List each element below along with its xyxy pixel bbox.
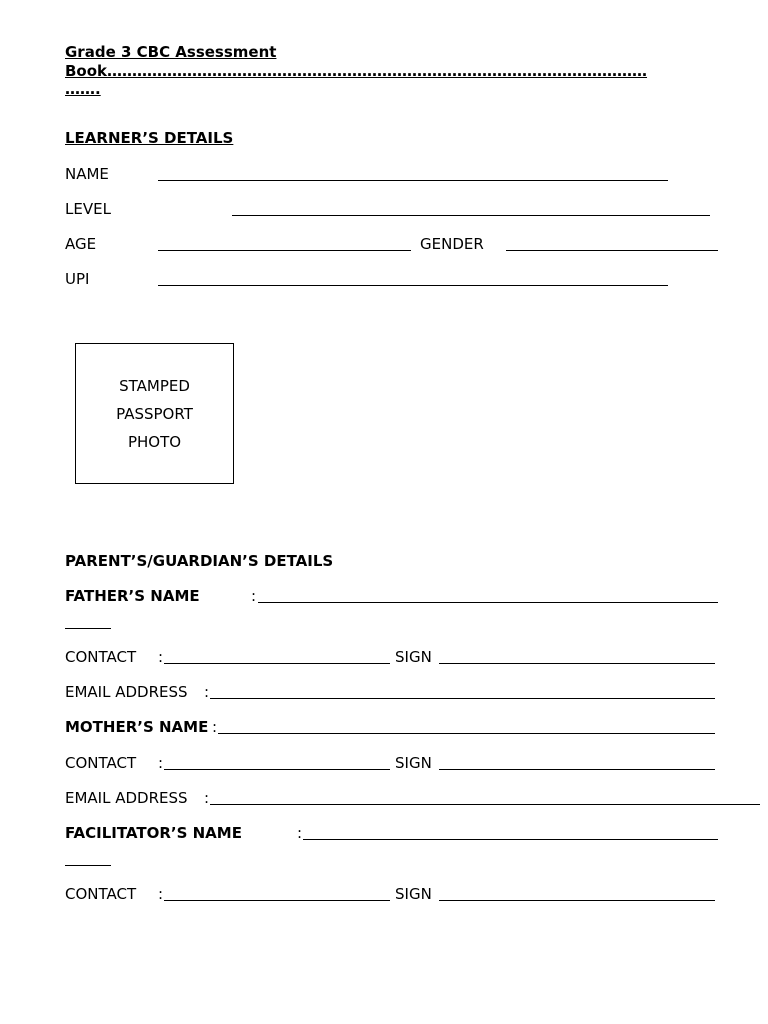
father-contact-colon: : — [158, 648, 164, 666]
facilitator-name-field-continued[interactable] — [65, 865, 111, 866]
document-title-continued: Book……………………………………………………………………………………………… — [65, 62, 648, 80]
mother-name-colon: : — [212, 718, 218, 736]
father-email-field[interactable] — [210, 698, 715, 699]
mother-email-colon: : — [204, 789, 210, 807]
facilitator-contact-colon: : — [158, 885, 164, 903]
age-field[interactable] — [158, 250, 411, 251]
father-contact-label: CONTACT — [65, 648, 137, 666]
facilitator-sign-label: SIGN — [395, 885, 432, 903]
mother-sign-label: SIGN — [395, 754, 432, 772]
age-label: AGE — [65, 235, 97, 253]
name-label: NAME — [65, 165, 109, 183]
mother-contact-colon: : — [158, 754, 164, 772]
learner-details-heading: LEARNER’S DETAILS — [65, 129, 234, 147]
gender-field[interactable] — [506, 250, 718, 251]
mother-email-field[interactable] — [210, 804, 760, 805]
facilitator-name-field[interactable] — [303, 839, 718, 840]
facilitator-sign-field[interactable] — [439, 900, 715, 901]
facilitator-contact-field[interactable] — [164, 900, 390, 901]
father-name-field-continued[interactable] — [65, 628, 111, 629]
facilitator-name-colon: : — [297, 824, 303, 842]
mother-contact-label: CONTACT — [65, 754, 137, 772]
upi-label: UPI — [65, 270, 90, 288]
father-name-label: FATHER’S NAME — [65, 587, 200, 605]
mother-sign-field[interactable] — [439, 769, 715, 770]
father-sign-label: SIGN — [395, 648, 432, 666]
father-name-field[interactable] — [258, 602, 718, 603]
facilitator-contact-label: CONTACT — [65, 885, 137, 903]
name-field[interactable] — [158, 180, 668, 181]
photo-label-photo: PHOTO — [127, 432, 182, 451]
document-title: Grade 3 CBC Assessment — [65, 43, 277, 61]
gender-label: GENDER — [420, 235, 484, 253]
mother-contact-field[interactable] — [164, 769, 390, 770]
upi-field[interactable] — [158, 285, 668, 286]
mother-name-field[interactable] — [218, 733, 715, 734]
level-field[interactable] — [232, 215, 710, 216]
photo-label-passport: PASSPORT — [116, 404, 193, 423]
mother-email-label: EMAIL ADDRESS — [65, 789, 188, 807]
father-email-colon: : — [204, 683, 210, 701]
facilitator-name-label: FACILITATOR’S NAME — [65, 824, 242, 842]
father-name-colon: : — [251, 587, 257, 605]
level-label: LEVEL — [65, 200, 111, 218]
photo-label-stamped: STAMPED — [119, 376, 190, 395]
passport-photo-box — [75, 343, 234, 484]
document-title-end: ……. — [65, 80, 101, 98]
father-email-label: EMAIL ADDRESS — [65, 683, 188, 701]
guardian-details-heading: PARENT’S/GUARDIAN’S DETAILS — [65, 552, 334, 570]
father-sign-field[interactable] — [439, 663, 715, 664]
mother-name-label: MOTHER’S NAME — [65, 718, 209, 736]
father-contact-field[interactable] — [164, 663, 390, 664]
